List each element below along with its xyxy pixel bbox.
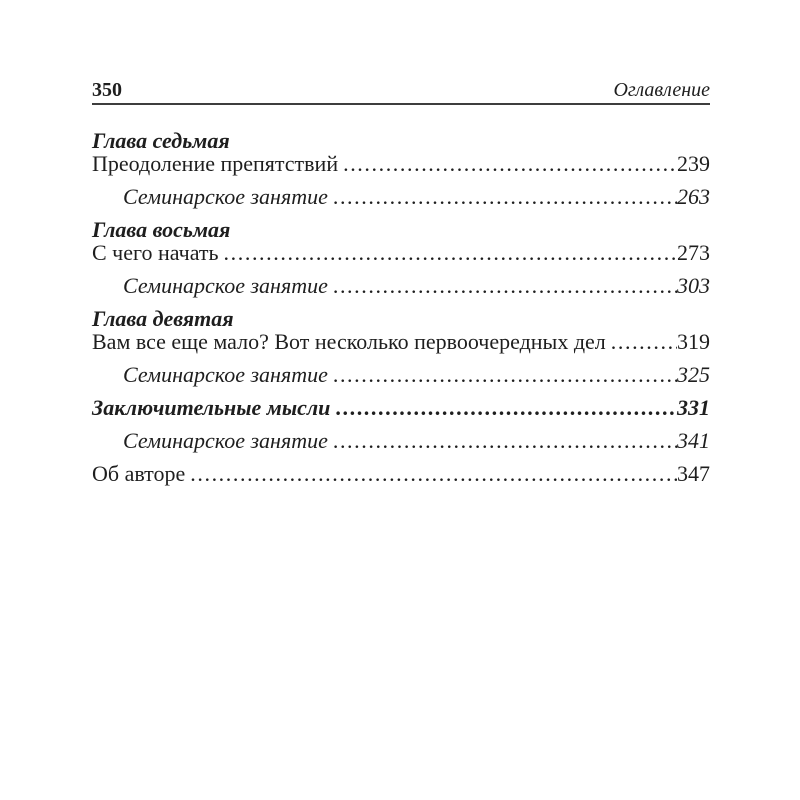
toc-entry-label: С чего начать (92, 240, 219, 265)
page-number: 350 (92, 79, 122, 101)
toc-entry-page: 325 (677, 362, 710, 387)
page-content (92, 0, 710, 485)
dot-leader (219, 241, 677, 264)
dot-leader (606, 330, 677, 353)
toc-entry-page: 347 (677, 461, 710, 486)
toc-entry-label: Глава девятая (92, 306, 234, 331)
toc-entry-label: Преодоление препятствий (92, 151, 339, 176)
toc-entry-label: Семинарское занятие (123, 428, 328, 453)
toc-entry (92, 185, 710, 208)
toc-entry-page: 319 (677, 329, 710, 354)
dot-leader (338, 152, 677, 175)
toc-entry-page: 263 (677, 184, 710, 209)
dot-leader (328, 363, 677, 386)
toc-entry (92, 363, 710, 386)
running-title: Оглавление (613, 79, 710, 101)
toc-entry-page: 331 (677, 395, 710, 420)
toc-entry-label: Об авторе (92, 461, 186, 486)
toc-entry (92, 274, 710, 297)
dot-leader (328, 274, 677, 297)
toc-entry-label: Глава восьмая (92, 217, 231, 242)
dot-leader (328, 429, 677, 452)
toc-entry (92, 152, 710, 175)
toc-chapter-heading (92, 307, 710, 330)
toc-entry (92, 241, 710, 264)
toc-entry (92, 396, 710, 419)
dot-leader (185, 462, 677, 485)
table-of-contents (92, 129, 710, 485)
toc-chapter-heading (92, 218, 710, 241)
toc-entry (92, 330, 710, 353)
dot-leader (328, 185, 677, 208)
toc-chapter-heading (92, 129, 710, 152)
toc-entry (92, 462, 710, 485)
toc-entry-label: Вам все еще мало? Вот несколько первоочередных дел (92, 329, 606, 354)
toc-entry-page: 239 (677, 151, 710, 176)
dot-leader (330, 396, 677, 419)
toc-entry-label: Глава седьмая (92, 128, 230, 153)
toc-entry-page: 273 (677, 240, 710, 265)
page-header (92, 80, 710, 105)
toc-entry-label: Семинарское занятие (123, 273, 328, 298)
toc-entry-label: Заключительные мысли (92, 395, 331, 420)
toc-entry-page: 341 (677, 428, 710, 453)
toc-entry-label: Семинарское занятие (123, 184, 328, 209)
toc-entry-label: Семинарское занятие (123, 362, 328, 387)
toc-entry-page: 303 (677, 273, 710, 298)
toc-entry (92, 429, 710, 452)
